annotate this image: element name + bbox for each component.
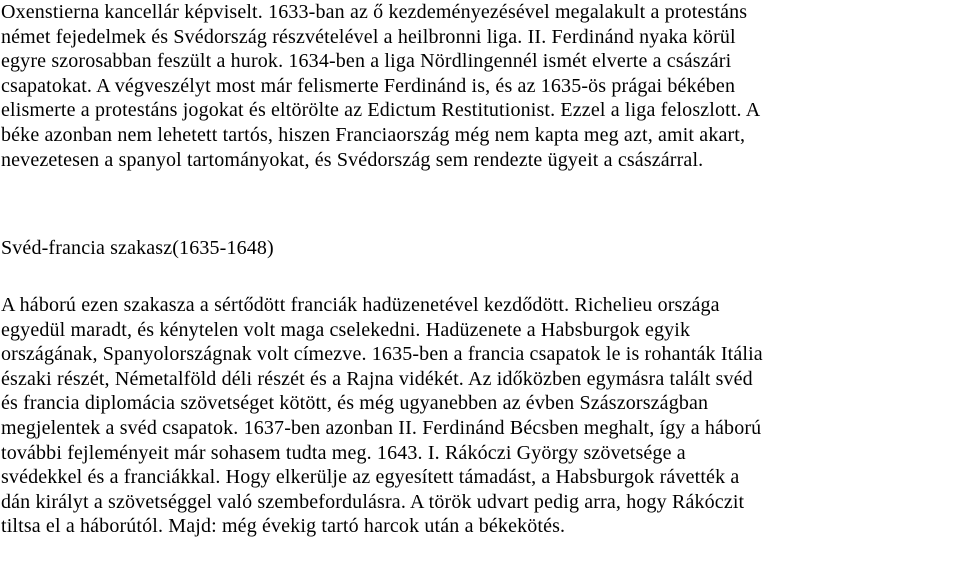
text-line: tiltsa el a háborútól. Majd: még évekig tartó harcok után a békekötés. bbox=[1, 515, 566, 538]
paragraph-swedish-french-phase bbox=[1, 293, 763, 539]
text-line: országának, Spanyolországnak volt címezve. 1635-ben a francia csapatok le is rohanták Itália bbox=[1, 343, 763, 366]
text-line: megjelentek a svéd csapatok. 1637-ben azonban II. Ferdinánd Bécsben meghalt, így a háború bbox=[1, 416, 762, 439]
text-line: dán királyt a szövetséggel való szembefordulásra. A török udvart pedig arra, hogy Rákóczit bbox=[1, 490, 745, 513]
text-line: és francia diplomácia szövetséget kötött, és még ugyanebben az évben Szászországban bbox=[1, 392, 709, 415]
section-heading: Svéd-francia szakasz(1635-1648) bbox=[1, 237, 274, 259]
text-line: elismerte a protestáns jogokat és eltörölte az Edictum Restitutionist. Ezzel a liga feloszlott. A bbox=[1, 99, 761, 122]
text-line: A háború ezen szakasza a sértődött franciák hadüzenetével kezdődött. Richelieu országa bbox=[1, 294, 720, 316]
text-line: egyre szorosabban feszült a hurok. 1634-ben a liga Nördlingennél ismét elverte a császári bbox=[1, 50, 732, 73]
paragraph-thirty-years-war-end-of-league bbox=[1, 0, 760, 172]
text-line: csapatokat. A végveszélyt most már felismerte Ferdinánd is, és az 1635-ös prágai békében bbox=[1, 74, 736, 97]
text-line: béke azonban nem lehetett tartós, hiszen Franciaország még nem kapta meg azt, amit akart, bbox=[1, 123, 746, 146]
text-line: Oxenstierna kancellár képviselt. 1633-ban az ő kezdeményezésével megalakult a protestáns bbox=[1, 1, 748, 23]
text-line: északi részét, Németalföld déli részét és a Rajna vidékét. Az időközben egymásra talált svéd bbox=[1, 367, 753, 390]
text-line: további fejleményeit már sohasem tudta meg. 1643. I. Rákóczi György szövetsége a bbox=[1, 441, 686, 464]
text-line: német fejedelmek és Svédország részvételével a heilbronni liga. II. Ferdinánd nyaka körül bbox=[1, 25, 736, 48]
text-line: egyedül maradt, és kénytelen volt maga cselekedni. Hadüzenete a Habsburgok egyik bbox=[1, 318, 691, 341]
text-line: nevezetesen a spanyol tartományokat, és Svédország sem rendezte ügyeit a császárral. bbox=[1, 148, 704, 171]
text-line: svédekkel és a franciákkal. Hogy elkerülje az egyesített támadást, a Habsburgok rávették a bbox=[1, 466, 740, 489]
